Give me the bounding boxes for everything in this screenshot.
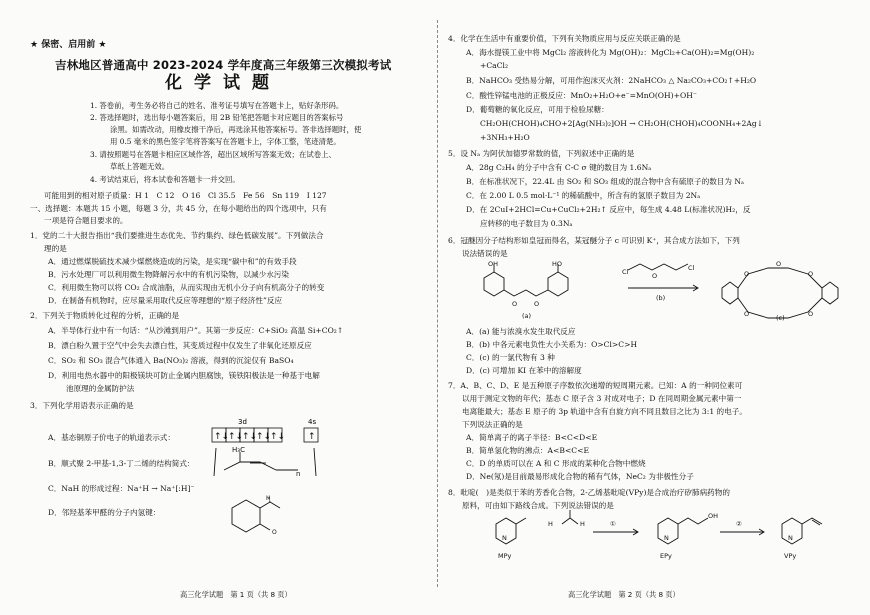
svg-text:N: N: [664, 534, 669, 542]
secret-label: ★ 保密、启用前 ★: [30, 40, 107, 50]
svg-text:H₃C: H₃C: [232, 446, 245, 454]
q4-option-a-cont: +CaCl₂: [480, 61, 508, 70]
question-6-stem-cont: 说法错误的是: [462, 249, 508, 258]
question-1-stem-cont: 理的是: [44, 244, 67, 253]
svg-text:↑↓: ↑↓: [242, 432, 258, 442]
q3-option-d: D．邻羟基苯甲醛的分子内氢键：: [48, 508, 161, 517]
svg-text:H: H: [548, 520, 553, 528]
q2-option-a: A．半导体行业中有一句话：“从沙滩到用户”。其第一步反应：C+SiO₂ 高温 Si+CO₂↑: [48, 326, 344, 335]
svg-text:O: O: [808, 310, 814, 318]
question-4-stem: 4．化学在生活中有重要价值，下列有关物质应用与反应关联正确的是: [448, 34, 681, 43]
q3-option-c: C．NaH 的形成过程：Na⁺H → Na⁺[:H]⁻: [48, 484, 195, 493]
notes-line: 3. 请按照题号在答题卡相应区域作答，超出区域所写答案无效；在试卷上、: [90, 150, 336, 159]
q4-option-d-cont: +3NH₃+H₂O: [480, 133, 530, 142]
left-column: [30, 0, 430, 615]
section-intro: 一项是符合题目要求的。: [44, 216, 128, 225]
svg-text:H: H: [266, 495, 271, 502]
svg-text:O: O: [534, 300, 540, 308]
section-intro: 一、选择题：本题共 15 小题，每题 3 分，共 45 分，在每小题给出的四个选项中，只有: [30, 204, 327, 213]
svg-text:↑↓: ↑↓: [214, 432, 230, 442]
svg-text:↑↓: ↑↓: [256, 432, 272, 442]
q7-option-b: B．简单氢化物的沸点：A<B<C<E: [466, 446, 590, 455]
notes-line: 2. 答选择题时，选出每小题答案后，用 2B 铅笔把答题卡对应题目的答案标号: [90, 113, 344, 122]
q4-option-b: B．NaHCO₃ 受热易分解，可用作泡沫灭火剂：2NaHCO₃ △ Na₂CO₃+CO₂↑+H₂O: [466, 76, 757, 85]
question-8-stem-cont: 原料，可由如下路线合成。下列说法错误的是: [462, 501, 614, 510]
q7-option-c: C．D 的单质可以在 A 和 C 形成的某种化合物中燃烧: [466, 459, 646, 468]
question-6-stem: 6．冠醚因分子结构形如皇冠而得名，某冠醚分子 c 可识别 K⁺，其合成方法如下，下列: [448, 236, 740, 245]
svg-text:↑↓: ↑↓: [228, 432, 244, 442]
q6-option-b: B．(b) 中各元素电负性大小关系为：O>Cl>C>H: [466, 340, 638, 349]
salicylaldehyde-hbond: [210, 494, 290, 542]
q5-option-a: A．28g C₂H₄ 的分子中含有 C-C σ 键的数目为 1.6Nₐ: [466, 163, 652, 172]
notes-line: 草纸上答题无效。: [110, 162, 170, 171]
question-7-stem-cont3: 下列说法正确的是: [462, 420, 523, 429]
question-7-stem-cont: 以用于测定文物的年代；基态 C 原子含 3 对成对电子；D 在同周期金属元素中第一: [462, 394, 742, 403]
q1-option-c: C．利用微生物可以将 CO₂ 合成油脂，从而实现由无机小分子向有机高分子的转变: [48, 283, 325, 292]
label-vpy: VPy: [784, 552, 797, 560]
q1-option-a: A．通过燃煤脱硫技术减少煤燃烧造成的污染，是实现“碳中和”的有效手段: [48, 257, 297, 266]
svg-text:n: n: [296, 470, 301, 478]
q2-option-c: C．SO₂ 和 SO₃ 混合气体通入 Ba(NO₃)₂ 溶液，得到的沉淀仅有 BaSO₄: [48, 356, 294, 365]
svg-text:O: O: [652, 272, 658, 280]
q2-option-d: D．利用电热水器中的阳极镁块可防止金属内胆腐蚀，镁铁阳极法是一种基于电解: [48, 371, 320, 380]
crown-ether-scheme: [478, 260, 848, 322]
label-epy: EPy: [660, 552, 672, 560]
label-mpy: MPy: [498, 552, 512, 560]
q6-option-d: D．(c) 可增加 KI 在苯中的溶解度: [466, 366, 582, 375]
svg-text:O: O: [744, 270, 750, 278]
q6-option-a: A．(a) 能与浓溴水发生取代反应: [466, 327, 576, 336]
q4-option-d-eq: CH₂OH(CHOH)₄CHO+2[Ag(NH₃)₂]OH → CH₂OH(CHOH)₄COONH₄+2Ag↓: [480, 119, 764, 128]
svg-text:HO: HO: [552, 260, 563, 268]
svg-text:N: N: [788, 534, 793, 542]
label-step-2: ②: [736, 520, 742, 528]
q7-option-d: D．Ne(氖)是目前最易形成化合物的稀有气体，NeC₂ 为非极性分子: [466, 472, 694, 481]
q7-option-a: A．简单离子的离子半径：B<C<D<E: [466, 433, 598, 442]
q4-option-d: D．葡萄糖的氧化反应，可用于检验尿糖：: [466, 105, 609, 114]
label-step-1: ①: [610, 520, 616, 528]
svg-text:O: O: [808, 270, 814, 278]
subject-title: 化学试题: [165, 73, 281, 93]
label-a: (a): [522, 312, 532, 320]
footer-page-1: 高三化学试题 第 1 页（共 8 页）: [180, 590, 292, 600]
svg-text:OH: OH: [708, 512, 719, 520]
q4-option-a: A．海水提镁工业中将 MgCl₂ 溶液转化为 Mg(OH)₂：MgCl₂+Ca(OH)₂=Mg(OH)₂: [466, 48, 755, 57]
polyisoprene-structure: [210, 444, 320, 480]
label-c: (c): [776, 314, 785, 322]
question-1-stem: 1．党的二十大报告指出“我们要推进生态优先、节约集约、绿色低碳发展”。下列做法合: [30, 231, 324, 240]
question-7-stem-cont2: 电离能最大；基态 E 原子的 3p 轨道中含有自旋方向不同且数目之比为 3:1 的电子。: [462, 407, 747, 416]
svg-text:O: O: [776, 260, 782, 268]
q5-option-d-cont: 应转移的电子数目为 0.3Nₐ: [480, 219, 573, 228]
svg-text:N: N: [502, 534, 507, 542]
footer-page-2: 高三化学试题 第 2 页（共 8 页）: [568, 590, 680, 600]
notes-line: 用 0.5 毫米的黑色签字笔将答案写在答题卡上，字体工整，笔迹清楚。: [110, 137, 341, 146]
svg-text:H: H: [580, 520, 585, 528]
q1-option-d: D．在制备有机物时，应尽量采用取代反应等理想的“原子经济性”反应: [48, 296, 283, 305]
q5-option-d: D．在 2CuI+2HCl=Cu+CuCl₂+2H₂↑ 反应中，每生成 4.48 L(标准状况)H₂，反: [466, 205, 751, 214]
notes-line: 1. 答卷前，考生务必将自己的姓名、准考证号填写在答题卡上，贴好条形码。: [90, 101, 344, 110]
question-8-stem: 8．吡啶( )是类似于苯的芳香化合物，2-乙烯基吡啶(VPy)是合成治疗矽肺病药物的: [448, 488, 730, 497]
q5-option-b: B．在标准状况下，22.4L 由 SO₂ 和 SO₃ 组成的混合物中含有硫原子的数目为 Nₐ: [466, 177, 744, 186]
q3-option-b: B．顺式聚 2-甲基-1,3-丁二烯的结构简式：: [48, 459, 195, 468]
q3-option-a: A．基态铜原子价电子的轨道表示式：: [48, 433, 175, 442]
right-column: [448, 0, 852, 615]
q6-option-c: C．(c) 的一氯代物有 3 种: [466, 353, 555, 362]
vpy-synthesis-scheme: [488, 510, 838, 572]
question-2-stem: 2．下列关于物质转化过程的分析，正确的是: [30, 311, 180, 320]
question-7-stem: 7．A、B、C、D、E 是五种原子序数依次递增的短周期元素。已知：A 的一种同位素可: [448, 381, 743, 390]
question-3-stem: 3．下列化学用语表示正确的是: [30, 401, 134, 410]
svg-text:Cl: Cl: [622, 268, 629, 276]
notes-line: 涂黑。如需改动，用橡皮擦干净后，再选涂其他答案标号。答非选择题时，使: [110, 125, 362, 134]
atomic-masses: 可能用到的相对原子质量：H 1 C 12 O 16 Cl 35.5 Fe 56 Sn 119 I 127: [44, 191, 327, 200]
notes-line: 4. 考试结束后，将本试卷和答题卡一并交回。: [90, 175, 240, 184]
svg-text:O: O: [272, 529, 277, 536]
svg-text:O: O: [512, 300, 518, 308]
q5-option-c: C．在 2.00 L 0.5 mol·L⁻¹ 的稀硫酸中，所含有的氢原子数目为 2Nₐ: [466, 191, 701, 200]
q1-option-b: B．污水处理厂可以利用微生物降解污水中的有机污染物，以减少水污染: [48, 270, 289, 279]
svg-text:Cl: Cl: [688, 264, 695, 272]
exam-title: 吉林地区普通高中 2023-2024 学年度高三年级第三次模拟考试: [55, 58, 392, 72]
orbital-label-4s: 4s: [308, 418, 317, 426]
question-5-stem: 5．设 Nₐ 为阿伏加德罗常数的值，下列叙述中正确的是: [448, 149, 635, 158]
svg-text:OH: OH: [488, 260, 499, 268]
orbital-label-3d: 3d: [238, 418, 247, 426]
label-b: (b): [656, 294, 666, 302]
q2-option-d-cont: 池原理的金属防护法: [66, 384, 135, 393]
svg-text:↑: ↑: [308, 432, 316, 442]
q4-option-c: C．酸性锌锰电池的正极反应：MnO₂+H₂O+e⁻=MnO(OH)+OH⁻: [466, 91, 697, 100]
svg-text:↑↓: ↑↓: [270, 432, 286, 442]
q2-option-b: B．漂白粉久置于空气中会失去漂白性，其变质过程中仅发生了非氧化还原反应: [48, 341, 312, 350]
svg-text:O: O: [744, 310, 750, 318]
